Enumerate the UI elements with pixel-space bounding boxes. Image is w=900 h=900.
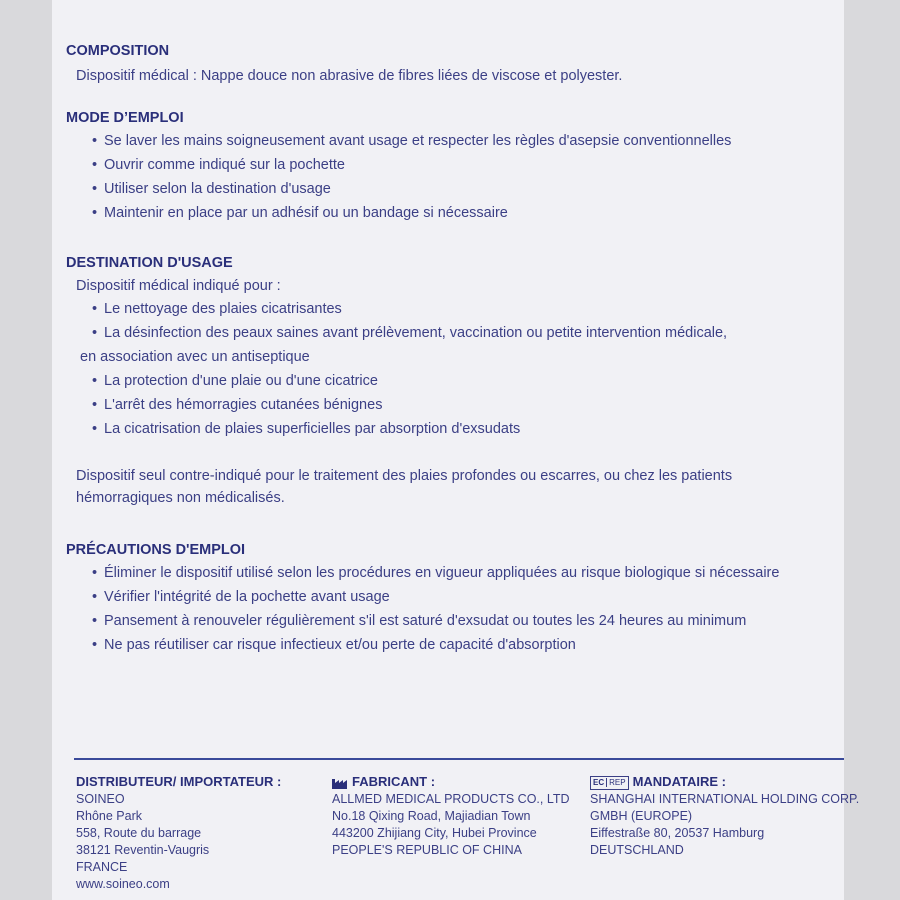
destination-section xyxy=(66,252,834,509)
destination-title: DESTINATION D'USAGE xyxy=(66,255,233,271)
distributor-title: DISTRIBUTEUR/ IMPORTATEUR : xyxy=(76,774,282,789)
representative-block xyxy=(590,772,859,859)
list-item: • Le nettoyage des plaies cicatrisantes xyxy=(92,297,834,321)
list-item: • L'arrêt des hémorragies cutanées bénignes xyxy=(92,393,834,417)
list-item: • Utiliser selon la destination d'usage xyxy=(92,177,834,201)
rep-label: REP xyxy=(606,778,625,787)
precautions-section xyxy=(66,539,834,657)
list-item-continuation: en association avec un antiseptique xyxy=(80,349,310,365)
manufacturer-line: No.18 Qixing Road, Majiadian Town xyxy=(332,809,531,823)
representative-line: GMBH (EUROPE) xyxy=(590,809,693,823)
destination-intro: Dispositif médical indiqué pour : xyxy=(76,278,281,294)
composition-text: Dispositif médical : Nappe douce non abrasive de fibres liées de viscose et polyester. xyxy=(76,68,623,84)
manufacturer-title: FABRICANT : xyxy=(352,774,436,789)
list-item-text: La désinfection des peaux saines avant prélèvement, vaccination ou petite intervention médicale, xyxy=(104,325,728,341)
list-item: • Maintenir en place par un adhésif ou un bandage si nécessaire xyxy=(92,201,834,225)
mode-emploi-section xyxy=(66,107,834,225)
ec-rep-icon xyxy=(590,776,629,790)
distributor-line: SOINEO xyxy=(76,792,125,806)
mode-emploi-title: MODE D’EMPLOI xyxy=(66,110,184,126)
contraindication-line-1: Dispositif seul contre-indiqué pour le traitement des plaies profondes ou escarres, ou chez les patients xyxy=(76,468,733,484)
precautions-list xyxy=(66,561,834,657)
representative-title: MANDATAIRE : xyxy=(632,774,726,789)
manufacturer-block xyxy=(332,772,570,859)
list-item: • La cicatrisation de plaies superficielles par absorption d'exsudats xyxy=(92,417,834,441)
distributor-line: 38121 Reventin-Vaugris xyxy=(76,843,210,857)
list-item xyxy=(80,321,834,369)
list-item: • Se laver les mains soigneusement avant usage et respecter les règles d'asepsie conventionnelles xyxy=(92,129,834,153)
footer-divider xyxy=(74,758,844,760)
list-item: • Pansement à renouveler régulièrement s'il est saturé d'exsudat ou toutes les 24 heures au minimum xyxy=(92,609,834,633)
list-item: • Éliminer le dispositif utilisé selon les procédures en vigueur appliquées au risque biologique si nécessaire xyxy=(92,561,834,585)
distributor-line: Rhône Park xyxy=(76,809,143,823)
distributor-line: www.soineo.com xyxy=(76,877,170,891)
manufacturer-line: 443200 Zhijiang City, Hubei Province xyxy=(332,826,537,840)
representative-line: SHANGHAI INTERNATIONAL HOLDING CORP. xyxy=(590,792,860,806)
mode-emploi-list xyxy=(66,129,834,225)
manufacturer-line: PEOPLE'S REPUBLIC OF CHINA xyxy=(332,843,522,857)
list-item: • Ouvrir comme indiqué sur la pochette xyxy=(92,153,834,177)
contraindication-line-2: hémorragiques non médicalisés. xyxy=(76,490,285,506)
manufacturer-line: ALLMED MEDICAL PRODUCTS CO., LTD xyxy=(332,792,570,806)
list-item: • Ne pas réutiliser car risque infectieux et/ou perte de capacité d'absorption xyxy=(92,633,834,657)
ec-label: EC xyxy=(593,777,605,787)
precautions-title: PRÉCAUTIONS D'EMPLOI xyxy=(66,542,246,558)
package-leaflet xyxy=(52,0,860,900)
composition-section xyxy=(66,40,834,87)
representative-heading xyxy=(590,772,859,791)
destination-list xyxy=(66,297,834,441)
composition-title: COMPOSITION xyxy=(66,43,170,59)
distributor-line: 558, Route du barrage xyxy=(76,826,202,840)
representative-line: Eiffestraße 80, 20537 Hamburg xyxy=(590,826,765,840)
distributor-block xyxy=(76,772,281,893)
list-item: • Vérifier l'intégrité de la pochette avant usage xyxy=(92,585,834,609)
factory-icon xyxy=(332,776,348,789)
representative-line: DEUTSCHLAND xyxy=(590,843,684,857)
manufacturer-heading xyxy=(332,772,570,791)
distributor-line: FRANCE xyxy=(76,860,128,874)
list-item: • La protection d'une plaie ou d'une cicatrice xyxy=(92,369,834,393)
